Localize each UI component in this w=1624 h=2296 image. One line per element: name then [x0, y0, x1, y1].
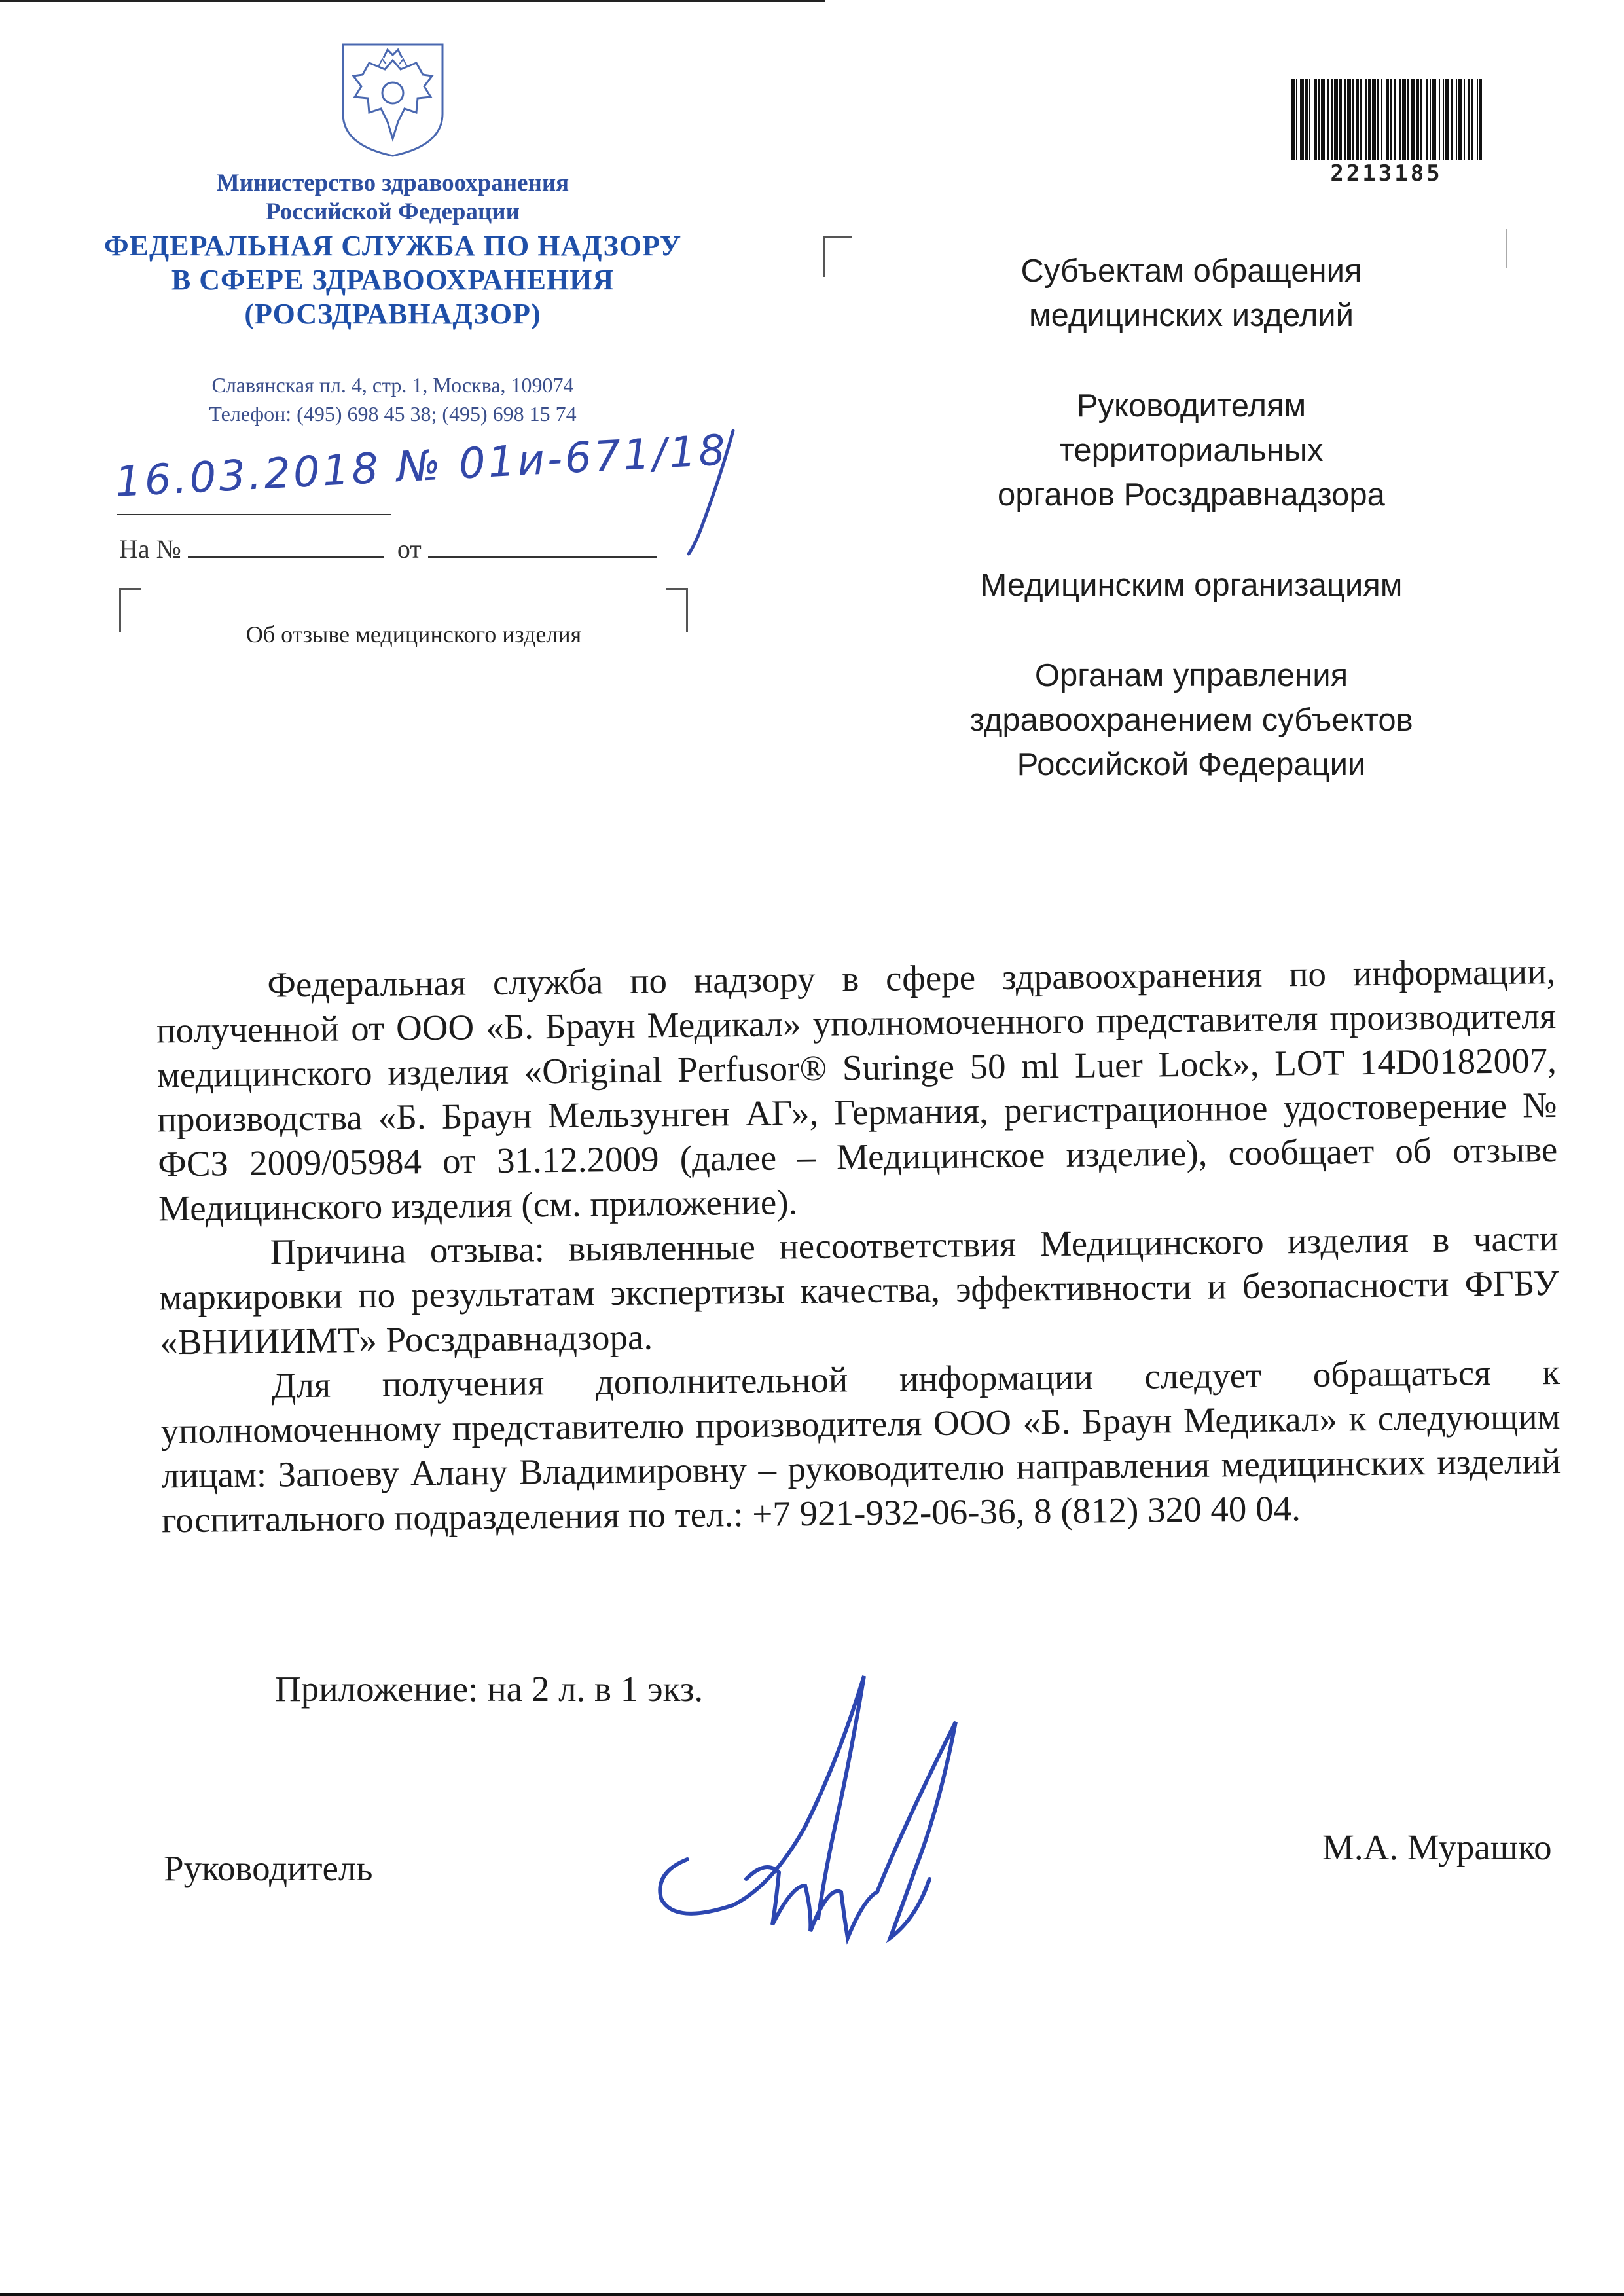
barcode-bar	[1296, 79, 1297, 160]
reply-reference-line: На № от	[119, 534, 657, 564]
barcode-bar	[1331, 79, 1333, 160]
barcode-bar	[1426, 79, 1428, 160]
barcode-bar	[1321, 79, 1325, 160]
barcode-bar	[1399, 79, 1401, 160]
barcode-bar	[1356, 79, 1359, 160]
body-paragraph: Для получения дополнительной информации следует обращаться к уполномоченному представителю производителя ООО «Б. Браун Медикал» к следующим лицам: Запоеву Алану Владимировну – руководителю направления медицинских изделий госпитального подразделения по тел.: +7 921-932-06-36, 8 (812) 320 40 04.	[160, 1351, 1561, 1540]
top-edge-line	[0, 0, 825, 2]
barcode-bar	[1390, 79, 1392, 160]
barcode-bar	[1443, 79, 1444, 160]
barcode-bar	[1305, 79, 1308, 160]
barcode-bar	[1309, 79, 1310, 160]
barcode-bar	[1420, 79, 1422, 160]
signer-position: Руководитель	[164, 1848, 373, 1888]
agency-address: Славянская пл. 4, стр. 1, Москва, 109074 Телефон: (495) 698 45 38; (495) 698 15 74	[209, 373, 577, 426]
barcode-number: 2213185	[1330, 160, 1443, 187]
recipient-group: Субъектам обращения медицинских изделий	[1020, 253, 1362, 333]
barcode-bar	[1300, 79, 1304, 160]
barcode	[1288, 79, 1485, 160]
ministry-name: Министерство здравоохранения Российской Федерации	[216, 170, 569, 225]
barcode-bar	[1368, 79, 1371, 160]
letter-body	[156, 949, 1561, 1542]
attachment-note: Приложение: на 2 л. в 1 экз.	[275, 1669, 704, 1709]
barcode-bar	[1477, 79, 1478, 160]
registration-date-number: 16.03.2018 № 01и-671/18	[114, 426, 729, 507]
barcode-bar	[1372, 79, 1376, 160]
barcode-bar	[1402, 79, 1406, 160]
barcode-bar	[1394, 79, 1396, 160]
recipient-group: Медицинским организациям	[980, 568, 1403, 603]
barcode-bar	[1456, 79, 1457, 160]
barcode-bar	[1291, 79, 1295, 160]
barcode-bar	[1360, 79, 1362, 160]
barcode-bar	[1377, 79, 1379, 160]
signer-name: М.А. Мурашко	[1322, 1827, 1552, 1867]
barcode-bar	[1334, 79, 1338, 160]
barcode-bar	[1347, 79, 1351, 160]
bracket-recipient-left	[823, 236, 852, 277]
barcode-bar	[1471, 79, 1473, 160]
barcode-bar	[1451, 79, 1453, 160]
bottom-edge-line	[0, 2293, 1624, 2296]
recipient-group: Органам управления здравоохранением субъектов Российской Федерации	[969, 658, 1413, 782]
barcode-bar	[1439, 79, 1440, 160]
barcode-bar	[1468, 79, 1470, 160]
barcode-bar	[1352, 79, 1354, 160]
recipients-block	[897, 249, 1486, 833]
coat-of-arms-icon	[339, 41, 446, 158]
barcode-bar	[1464, 79, 1465, 160]
letter-subject: Об отзыве медицинского изделия	[245, 621, 582, 647]
barcode-bar	[1458, 79, 1462, 160]
barcode-bar	[1365, 79, 1367, 160]
barcode-bar	[1430, 79, 1431, 160]
handwritten-slash	[681, 426, 740, 556]
barcode-bar	[1445, 79, 1449, 160]
barcode-bar	[1479, 79, 1482, 160]
body-paragraph: Причина отзыва: выявленные несоответствия Медицинского изделия в части маркировки по результатам экспертизы качества, эффективности и безопасности ФГБУ «ВНИИИМТ» Росздравнадзора.	[159, 1218, 1559, 1362]
handwritten-signature	[641, 1663, 1008, 1964]
barcode-bar	[1339, 79, 1342, 160]
barcode-bar	[1381, 79, 1382, 160]
barcode-bar	[1314, 79, 1317, 160]
barcode-bar	[1318, 79, 1320, 160]
barcode-bar	[1344, 79, 1346, 160]
bracket-recipient-right	[1506, 229, 1507, 268]
body-paragraph: Федеральная служба по надзору в сфере здравоохранения по информации, полученной от ООО «Б. Браун Медикал» уполномоченного представителя производителя медицинского изделия «Original Perfusor® Suringe 50 ml Luer Lock», LOT 14D0182007, производства «Б. Браун Мельзунген АГ», Германия, регистрационное удостоверение № ФСЗ 2009/05984 от 31.12.2009 (далее – Медицинское изделие), сообщает об отзыве Медицинского изделия (см. приложение).	[156, 951, 1558, 1229]
recipient-group: Руководителям территориальных органов Росздравнадзора	[998, 388, 1385, 513]
barcode-bar	[1432, 79, 1436, 160]
barcode-bar	[1407, 79, 1409, 160]
barcode-bar	[1411, 79, 1415, 160]
barcode-bar	[1386, 79, 1389, 160]
barcode-bar	[1416, 79, 1419, 160]
service-name: ФЕДЕРАЛЬНАЯ СЛУЖБА ПО НАДЗОРУ В СФЕРЕ ЗДРАВООХРАНЕНИЯ (РОСЗДРАВНАДЗОР)	[103, 230, 682, 330]
date-underline	[117, 514, 391, 515]
barcode-bar	[1327, 79, 1329, 160]
